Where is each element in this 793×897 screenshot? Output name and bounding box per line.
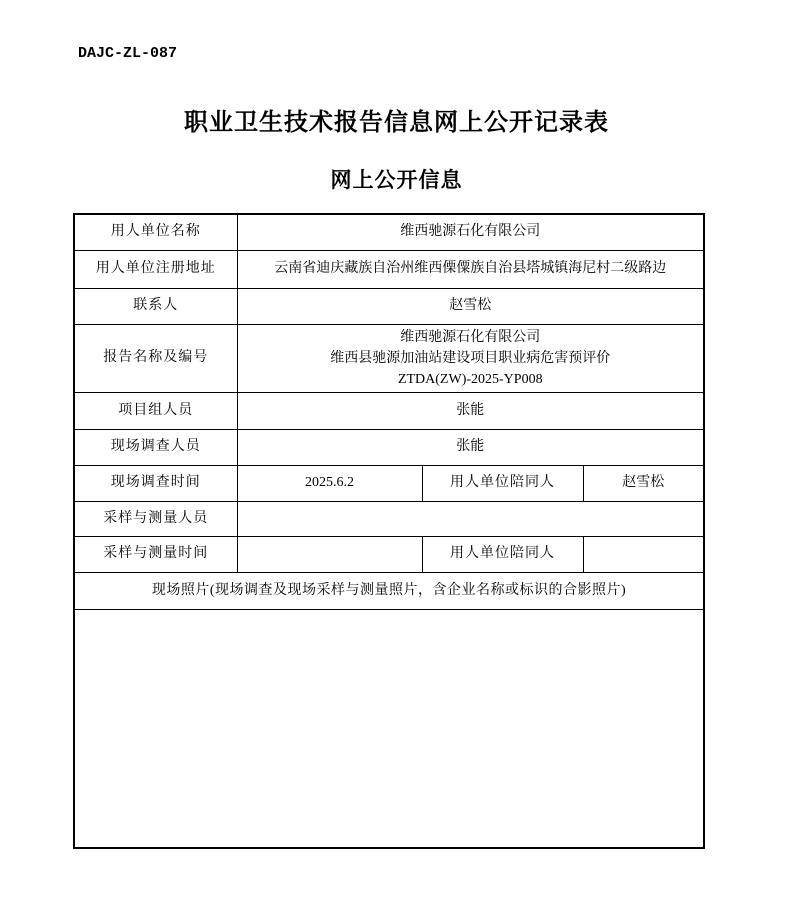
site-photos-area	[74, 609, 704, 848]
employer-address-label: 用人单位注册地址	[74, 250, 237, 288]
employer-address-value: 云南省迪庆藏族自治州维西傈僳族自治县塔城镇海尼村二级路边	[237, 250, 704, 288]
field-survey-companion-value: 赵雪松	[583, 465, 704, 501]
table-row-field-survey-staff	[74, 429, 704, 465]
document-code: DAJC-ZL-087	[78, 45, 178, 62]
sampling-companion-label: 用人单位陪同人	[422, 536, 583, 572]
page-title: 职业卫生技术报告信息网上公开记录表	[184, 110, 609, 136]
employer-name-label: 用人单位名称	[74, 214, 237, 250]
table-row-site-photos-area	[74, 609, 704, 848]
report-line-company: 维西驰源石化有限公司	[400, 329, 541, 345]
table-row-sampling-staff	[74, 501, 704, 536]
table-row-site-photos-caption	[74, 572, 704, 609]
contact-person-value: 赵雪松	[237, 288, 704, 324]
contact-person-label: 联系人	[74, 288, 237, 324]
field-survey-time-label: 现场调查时间	[74, 465, 237, 501]
project-team-label: 项目组人员	[74, 392, 237, 429]
report-name-number-label: 报告名称及编号	[74, 324, 237, 392]
sampling-time-value	[237, 536, 422, 572]
site-photos-caption: 现场照片(现场调查及现场采样与测量照片，含企业名称或标识的合影照片)	[74, 572, 704, 609]
field-survey-time-value: 2025.6.2	[237, 465, 422, 501]
sampling-time-label: 采样与测量时间	[74, 536, 237, 572]
table-row-employer-name	[74, 214, 704, 250]
table-row-report-name-number	[74, 324, 704, 392]
field-survey-staff-value: 张能	[237, 429, 704, 465]
field-survey-staff-label: 现场调查人员	[74, 429, 237, 465]
table-row-project-team	[74, 392, 704, 429]
table-row-employer-address	[74, 250, 704, 288]
report-line-project: 维西县驰源加油站建设项目职业病危害预评价	[330, 350, 611, 366]
table-row-field-survey-time	[74, 465, 704, 501]
field-survey-companion-label: 用人单位陪同人	[422, 465, 583, 501]
disclosure-record-table	[73, 213, 705, 849]
report-name-number-value	[237, 324, 704, 392]
table-row-contact-person	[74, 288, 704, 324]
report-line-number: ZTDA(ZW)-2025-YP008	[397, 371, 543, 387]
sampling-companion-value	[583, 536, 704, 572]
sampling-staff-value	[237, 501, 704, 536]
employer-name-value: 维西驰源石化有限公司	[237, 214, 704, 250]
sampling-staff-label: 采样与测量人员	[74, 501, 237, 536]
project-team-value: 张能	[237, 392, 704, 429]
table-row-sampling-time	[74, 536, 704, 572]
page-subtitle: 网上公开信息	[330, 168, 463, 192]
